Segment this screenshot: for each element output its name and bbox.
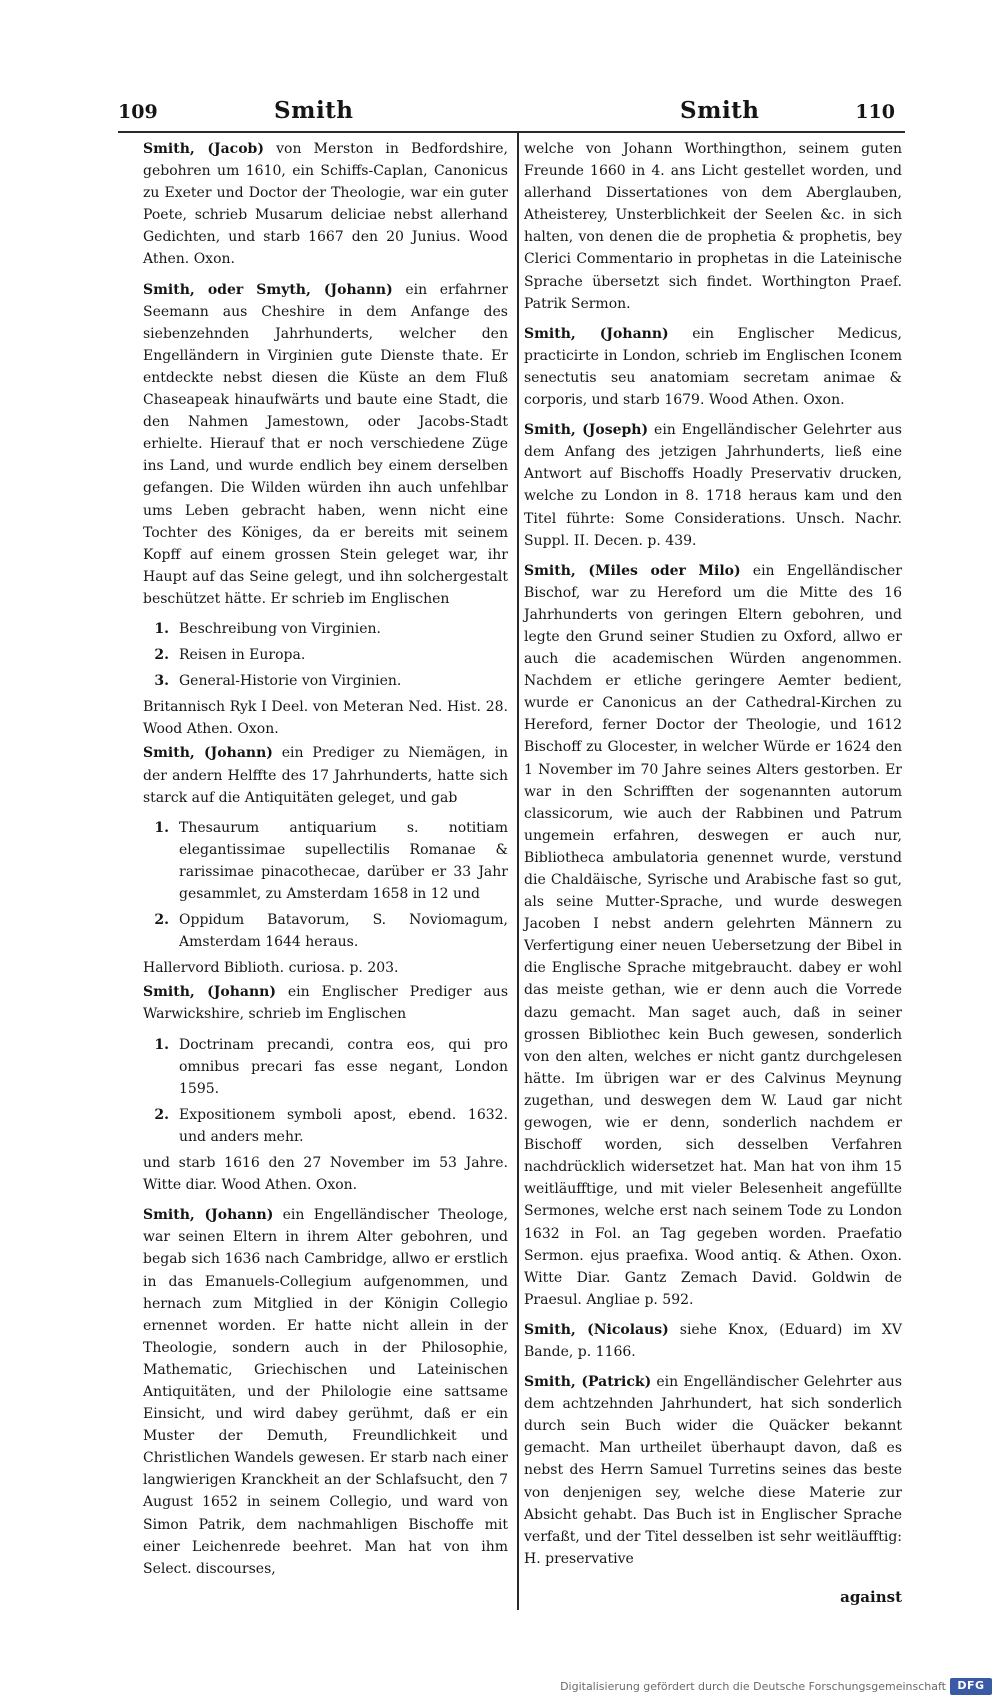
- right-headword: Smith: [680, 97, 760, 124]
- entry-smith-johann-niemaegen-works: [143, 817, 508, 954]
- list-item: [154, 1104, 508, 1148]
- entry-headword: Smith, (Jacob): [143, 141, 264, 157]
- entry-continuation: welche von Johann Worthingthon, seinem guten Freunde 1660 in 4. ans Licht gestellet worden, und allerhand Dissertationes von dem Aberglauben, Atheisterey, Unsterblichkeit der Seelen &c. in sich halten, von denen die de prophetia & prophetis, bey Clerici Commentario in prophetas in die Lateinische Sprache übersetzt sich findet. Worthington Praef. Patrik Sermon.: [524, 141, 902, 312]
- entry-headword: Smith, oder Smyth, (Johann): [143, 281, 393, 298]
- entry-smith-nicolaus: Smith, (Nicolaus) siehe Knox, (Eduard) im XV Bande, p. 1166.: [524, 1321, 903, 1360]
- entry-headword: Smith, (Miles oder Milo): [524, 562, 741, 579]
- entry-headword: Smith, (Nicolaus): [524, 1321, 669, 1338]
- left-page-number: 109: [118, 101, 158, 123]
- column-divider: [517, 133, 519, 1610]
- list-item: [154, 618, 508, 640]
- entry-smith-johann-warwickshire: Smith, (Johann) ein Englischer Prediger aus Warwickshire, schrieb im Englischen: [143, 984, 509, 1023]
- list-text: Doctrinam precandi, contra eos, qui pro omnibus precari fas esse negant, London 1595.: [179, 1036, 508, 1097]
- list-number: 1.: [154, 1036, 169, 1053]
- list-number: 2.: [154, 912, 169, 929]
- entry-smith-miles: Smith, (Miles oder Milo) ein Engelländischer Bischof, war zu Hereford um die Mitte des 16 Jahrhunderts von geringen Eltern gebohren, und legte den Grund seiner Studien zu Oxford, allwo er auch die academischen Würden angenommen. Nachdem er etliche geringere Aemter bedient, wurde er Canonicus an der Cathedral-Kirchen zu Hereford, ferner Doctor der Theologie, und 1612 Bischoff zu Glocester, in welcher Würde er 1624 den 1 November im 70 Jahre seines Alters gestorben. Er war in den Schrifften der sogenannten autorum classicorum, wie auch der Rabbinen und Patrum ungemein erfahren, deswegen er auch nur, Bibliotheca ambulatoria genennet wurde, verstund die Chaldäische, Syrische und Arabische fast so gut, als seine Mutter-Sprache, und wurde deswegen Jacoben I nebst andern gelehrten Männern zu Verfertigung einer neuen Uebersetzung der Bibel in die Englische Sprache mitgebraucht. dabey er wohl das meiste gethan, wie er denn auch die Vorrede dazu gemacht. Man saget auch, daß in seiner grossen Bibliothec kein Buch gewesen, sonderlich von den alten, welches er nicht gantz durchgelesen hätte. Im übrigen war er des Calvinus Meynung zugethan, und deswegen dem W. Laud gar nicht gewogen, wie er denn, sonderlich nachdem er Bischoff worden, sich desselben Verfahren nachdrücklich widersetzet hat. Man hat von ihm 15 weitläufftige, und mit vieler Belesenheit angefüllte Sermones, welche erst nach seinem Tode zu London 1632 in Fol. an Tag gegeben worden. Praefatio Sermon. ejus praefixa. Wood antiq. & Athen. Oxon. Witte Diar. Gantz Zemach David. Goldwin de Praesul. Angliae p. 592.: [524, 562, 902, 1308]
- dfg-logo-text: DFG: [957, 1679, 985, 1692]
- catchword: against: [840, 1588, 902, 1606]
- entry-headword: Smith, (Johann): [143, 745, 273, 762]
- entry-source: Britannisch Ryk I Deel. von Meteran Ned. Hist. 28. Wood Athen. Oxon.: [143, 699, 508, 738]
- entry-headword: Smith, (Johann): [143, 984, 276, 1001]
- list-text: Beschreibung von Virginien.: [179, 620, 382, 637]
- list-number: 1.: [154, 620, 169, 637]
- entry-smith-johann-medicus: Smith, (Johann) ein Englischer Medicus, practicirte in London, schrieb im Englischen Iconem senectutis seu anatomiam secretam animae & corporis, und starb 1679. Wood Athen. Oxon.: [524, 325, 902, 409]
- list-item: [154, 1034, 508, 1100]
- list-number: 2.: [154, 647, 169, 664]
- entry-headword: Smith, (Joseph): [524, 422, 649, 439]
- list-item: [154, 644, 508, 666]
- digitization-footer: [0, 1676, 1000, 1699]
- list-item: [154, 670, 508, 692]
- list-text: Oppidum Batavorum, S. Noviomagum, Amsterdam 1644 heraus.: [179, 912, 508, 951]
- right-page-number: 110: [855, 101, 895, 123]
- list-text: Thesaurum antiquarium s. notitiam elegantissimae supellectilis Romanae & rarissimae pinacothecae, darüber er 33 Jahr gesammlet, zu Amsterdam 1658 in 12 und: [179, 819, 508, 902]
- dfg-logo[interactable]: [950, 1678, 992, 1695]
- entry-smith-patrick: Smith, (Patrick) ein Engelländischer Gelehrter aus dem achtzehnden Jahrhundert, hat sich sonderlich durch sein Buch wider die Quäcker bekannt gemacht. Man urtheilet überhaupt davon, daß es nebst des Herrn Samuel Turretins seines das beste von denjenigen sey, welche diese Materie zur Absicht gehabt. Das Buch ist in Englischer Sprache verfaßt, und der Titel desselben ist sehr weitläufftig: H. preservative: [524, 1374, 903, 1567]
- list-number: 1.: [154, 819, 169, 836]
- entry-headword: Smith, (Patrick): [524, 1374, 652, 1391]
- entry-smith-johann-seemann: Smith, oder Smyth, (Johann) ein erfahrner Seemann aus Cheshire in dem Anfange des siebenzehnden Jahrhunderts, welcher den Engelländern in Virginien gute Dienste thate. Er entdeckte nebst diesen die Küste an dem Fluß Chaseapeak hinaufwärts und baute eine Stadt, die den Nahmen Jamestown, oder Jacobs-Stadt erhielte. Hierauf that er noch verschiedene Züge ins Land, und wurde endlich bey einem derselben gefangen. Die Wilden würden ihn auch unfehlbar ums Leben gebracht haben, wenn nicht eine Tochter des Königes, da er bereits mit seinem Kopff auf einem grossen Stein geleget war, ihr Haupt auf das Seine gelegt, und ihn solchergestalt beschützet hätte. Er schrieb im Englischen: [143, 281, 508, 607]
- list-number: 3.: [154, 673, 169, 690]
- list-text: General-Historie von Virginien.: [179, 673, 402, 690]
- left-running-head: [118, 97, 478, 133]
- entry-headword: Smith, (Johann): [524, 325, 669, 342]
- entry-source: und starb 1616 den 27 November im 53 Jahre. Witte diar. Wood Athen. Oxon.: [143, 1155, 508, 1194]
- list-item: [154, 817, 508, 905]
- right-column: [524, 138, 902, 1578]
- entry-smith-joseph: Smith, (Joseph) ein Engelländischer Gelehrter aus dem Anfang des jetzigen Jahrhunderts, ließ eine Antwort auf Bischoffs Hoadly Preservativ drucken, welche zu London in 8. 1718 heraus kam und den Titel führte: Some Considerations. Unsch. Nachr. Suppl. II. Decen. p. 439.: [524, 422, 902, 549]
- entry-headword: Smith, (Johann): [143, 1207, 274, 1224]
- list-text: Expositionem symboli apost, ebend. 1632. und anders mehr.: [179, 1106, 508, 1145]
- list-text: Reisen in Europa.: [179, 647, 306, 664]
- left-headword: Smith: [274, 97, 354, 124]
- entry-smith-johann-seemann-works: [143, 618, 508, 692]
- entry-smith-johann-theologe: Smith, (Johann) ein Engelländischer Theologe, war seinen Eltern in ihrem Alter gebohren, und begab sich 1636 nach Cambridge, allwo er erstlich in das Emanuels-Collegium aufgenommen, und hernach zum Mitglied in der Königin Collegio ernennet worden. Er hatte nicht allein in der Theologie, sondern auch in der Philosophie, Mathematic, Griechischen und Lateinischen Antiquitäten, und der Philologie eine sattsame Einsicht, und wird dabey gerühmt, daß er ein Muster der Demuth, Freundlichkeit und Christlichen Wandels gewesen. Er starb nach einer langwierigen Kranckheit an der Schlafsucht, den 7 August 1652 in seinem Collegio, und ward von Simon Patrik, dem nachmahligen Bischoffe mit einer Leichenrede beehret. Man hat von ihm Select. discourses,: [143, 1207, 509, 1577]
- entry-smith-johann-warwickshire-works: [143, 1034, 508, 1148]
- list-number: 2.: [154, 1106, 169, 1123]
- list-item: [154, 909, 508, 953]
- header-rule: [118, 131, 905, 133]
- right-running-head: [530, 97, 895, 133]
- entry-source: Hallervord Biblioth. curiosa. p. 203.: [143, 960, 399, 977]
- entry-smith-jacob: Smith, (Jacob) von Merston in Bedfordshire, gebohren um 1610, ein Schiffs-Caplan, Canonicus zu Exeter und Doctor der Theologie, war ein guter Poete, schrieb Musarum deliciae nebst allerhand Gedichten, und starb 1667 den 20 Junius. Wood Athen. Oxon.: [143, 141, 509, 268]
- entry-smith-johann-prediger-niemaegen: Smith, (Johann) ein Prediger zu Niemägen, in der andern Helffte des 17 Jahrhunderts, hatte sich starck auf die Antiquitäten geleget, und gab: [143, 745, 509, 806]
- footer-credit: Digitalisierung gefördert durch die Deutsche Forschungsgemeinschaft: [560, 1680, 946, 1693]
- left-column: [143, 138, 508, 1588]
